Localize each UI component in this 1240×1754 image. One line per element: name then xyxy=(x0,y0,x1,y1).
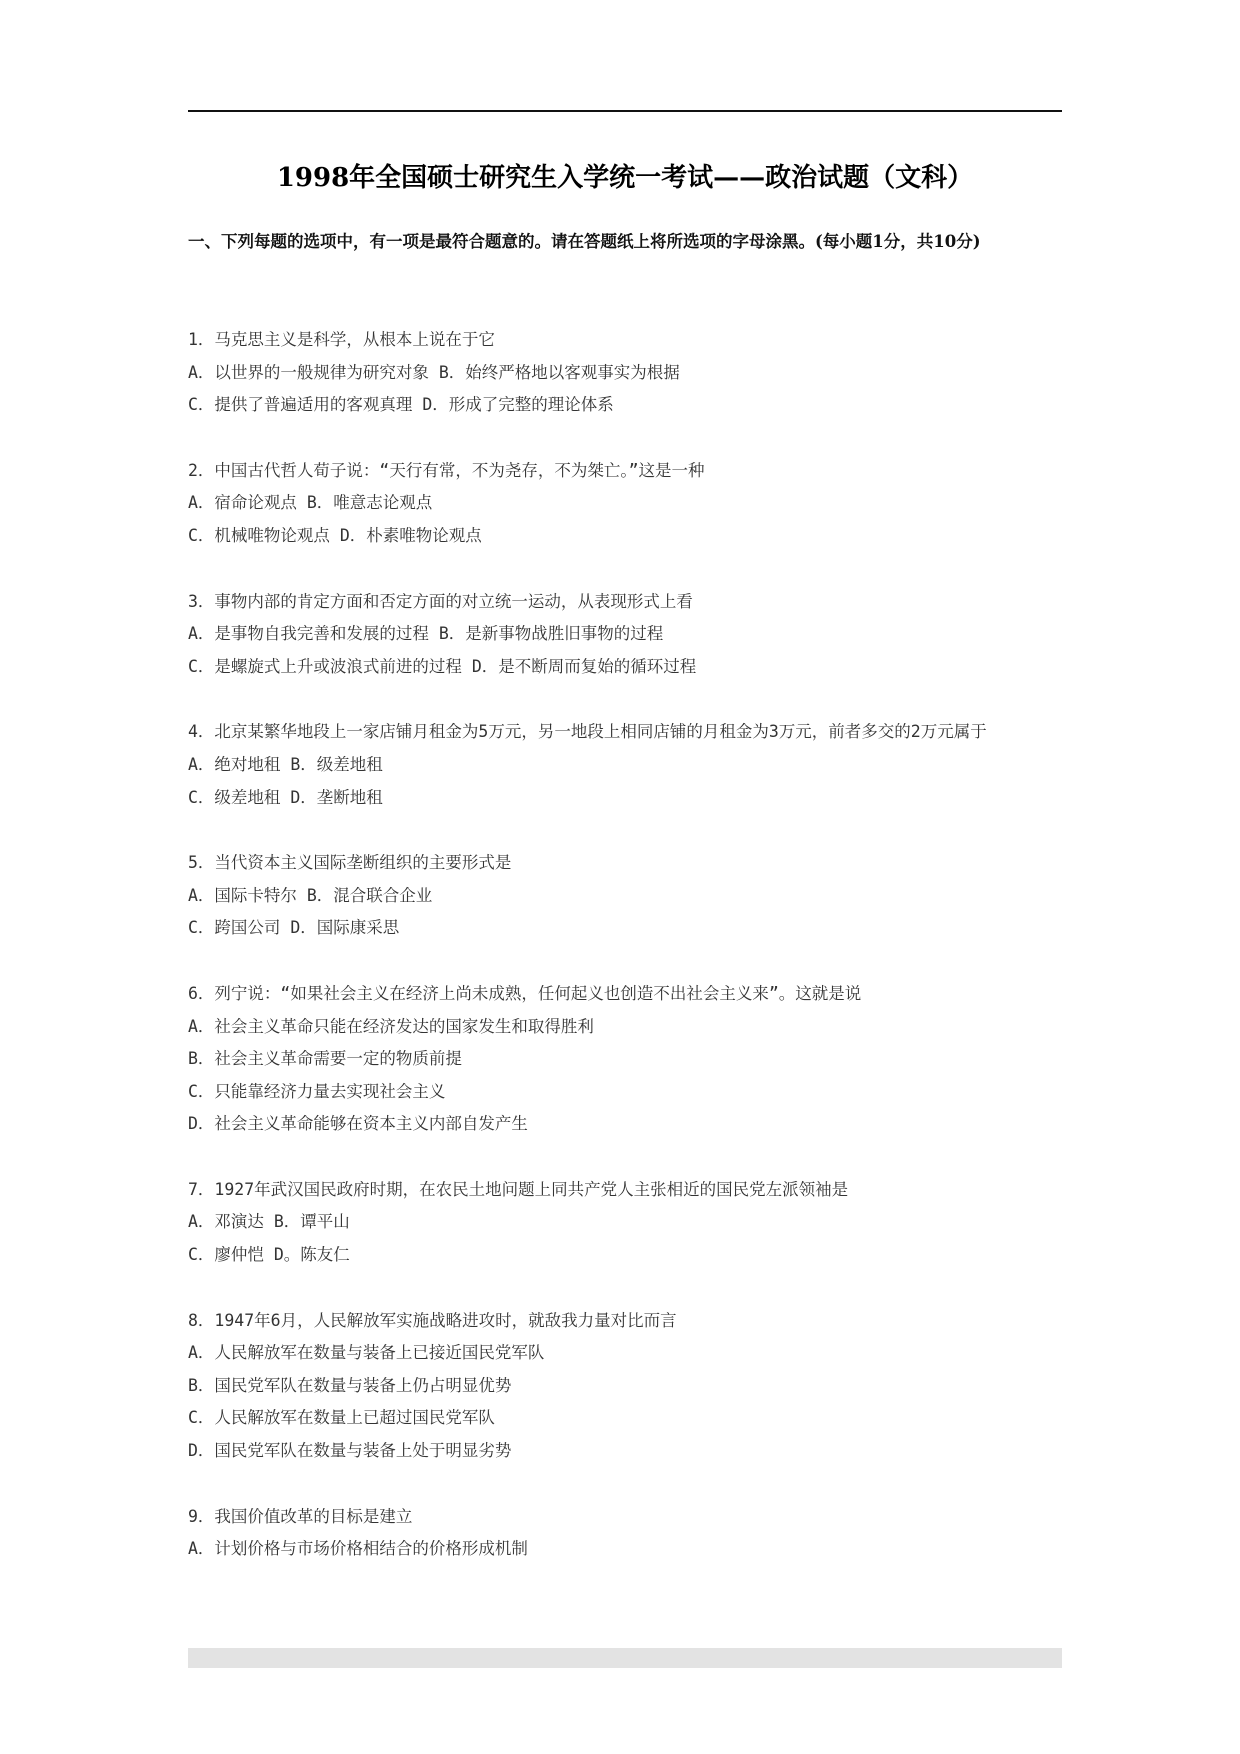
option-line: A．邓演达 B．谭平山 xyxy=(188,1212,350,1232)
page-title: 1998年全国硕士研究生入学统一考试——政治试题（文科） xyxy=(276,163,974,193)
question-9 xyxy=(188,1501,1062,1566)
option-line: A．社会主义革命只能在经济发达的国家发生和取得胜利 xyxy=(188,1016,594,1036)
header-rule xyxy=(188,110,1062,112)
question-7 xyxy=(188,1174,1062,1272)
footer-bar xyxy=(188,1648,1062,1668)
question-stem: 7．1927年武汉国民政府时期，在农民土地问题上同共产党人主张相近的国民党左派领袖是 xyxy=(188,1179,849,1199)
question-5 xyxy=(188,847,1062,945)
option-line: A．以世界的一般规律为研究对象 B．始终严格地以客观事实为根据 xyxy=(188,362,680,382)
question-6 xyxy=(188,978,1062,1141)
option-line: C．廖仲恺 D。陈友仁 xyxy=(188,1245,350,1265)
question-list xyxy=(188,324,1062,1599)
option-line: A．宿命论观点 B．唯意志论观点 xyxy=(188,493,433,513)
option-line: A．人民解放军在数量与装备上已接近国民党军队 xyxy=(188,1343,545,1363)
option-line: C．人民解放军在数量上已超过国民党军队 xyxy=(188,1408,495,1428)
question-4 xyxy=(188,716,1062,814)
question-stem: 3．事物内部的肯定方面和否定方面的对立统一运动，从表现形式上看 xyxy=(188,591,693,611)
option-line: A．计划价格与市场价格相结合的价格形成机制 xyxy=(188,1539,528,1559)
option-line: C．跨国公司 D．国际康采思 xyxy=(188,918,400,938)
question-stem: 9．我国价值改革的目标是建立 xyxy=(188,1506,413,1526)
option-line: C．是螺旋式上升或波浪式前进的过程 D．是不断周而复始的循环过程 xyxy=(188,656,697,676)
question-stem: 2．中国古代哲人荀子说：“天行有常，不为尧存，不为桀亡。”这是一种 xyxy=(188,460,705,480)
option-line: C．提供了普遍适用的客观真理 D．形成了完整的理论体系 xyxy=(188,395,614,415)
option-line: A．是事物自我完善和发展的过程 B．是新事物战胜旧事物的过程 xyxy=(188,624,664,644)
question-stem: 1．马克思主义是科学，从根本上说在于它 xyxy=(188,330,495,349)
question-stem: 8．1947年6月，人民解放军实施战略进攻时，就敌我力量对比而言 xyxy=(188,1310,677,1330)
question-1 xyxy=(188,324,1062,422)
option-line: A．国际卡特尔 B．混合联合企业 xyxy=(188,885,433,905)
option-line: D．社会主义革命能够在资本主义内部自发产生 xyxy=(188,1114,528,1134)
option-line: C．只能靠经济力量去实现社会主义 xyxy=(188,1081,446,1101)
question-8 xyxy=(188,1305,1062,1468)
option-line: C．机械唯物论观点 D．朴素唯物论观点 xyxy=(188,525,482,545)
question-stem: 5．当代资本主义国际垄断组织的主要形式是 xyxy=(188,853,512,873)
question-3 xyxy=(188,586,1062,684)
option-line: A．绝对地租 B．级差地租 xyxy=(188,754,383,774)
question-2 xyxy=(188,455,1062,553)
option-line: B．社会主义革命需要一定的物质前提 xyxy=(188,1049,462,1069)
option-line: C．级差地租 D．垄断地租 xyxy=(188,787,383,807)
option-line: B．国民党军队在数量与装备上仍占明显优势 xyxy=(188,1375,512,1395)
option-line: D．国民党军队在数量与装备上处于明显劣势 xyxy=(188,1441,512,1461)
question-stem: 6．列宁说：“如果社会主义在经济上尚未成熟，任何起义也创造不出社会主义来”。这就是说 xyxy=(188,983,862,1003)
section-instruction: 一、下列每题的选项中，有一项是最符合题意的。请在答题纸上将所选项的字母涂黑。(每小题1分，共10分) xyxy=(188,232,981,251)
question-stem: 4．北京某繁华地段上一家店铺月租金为5万元，另一地段上相同店铺的月租金为3万元，前者多交的2万元属于 xyxy=(188,722,987,742)
